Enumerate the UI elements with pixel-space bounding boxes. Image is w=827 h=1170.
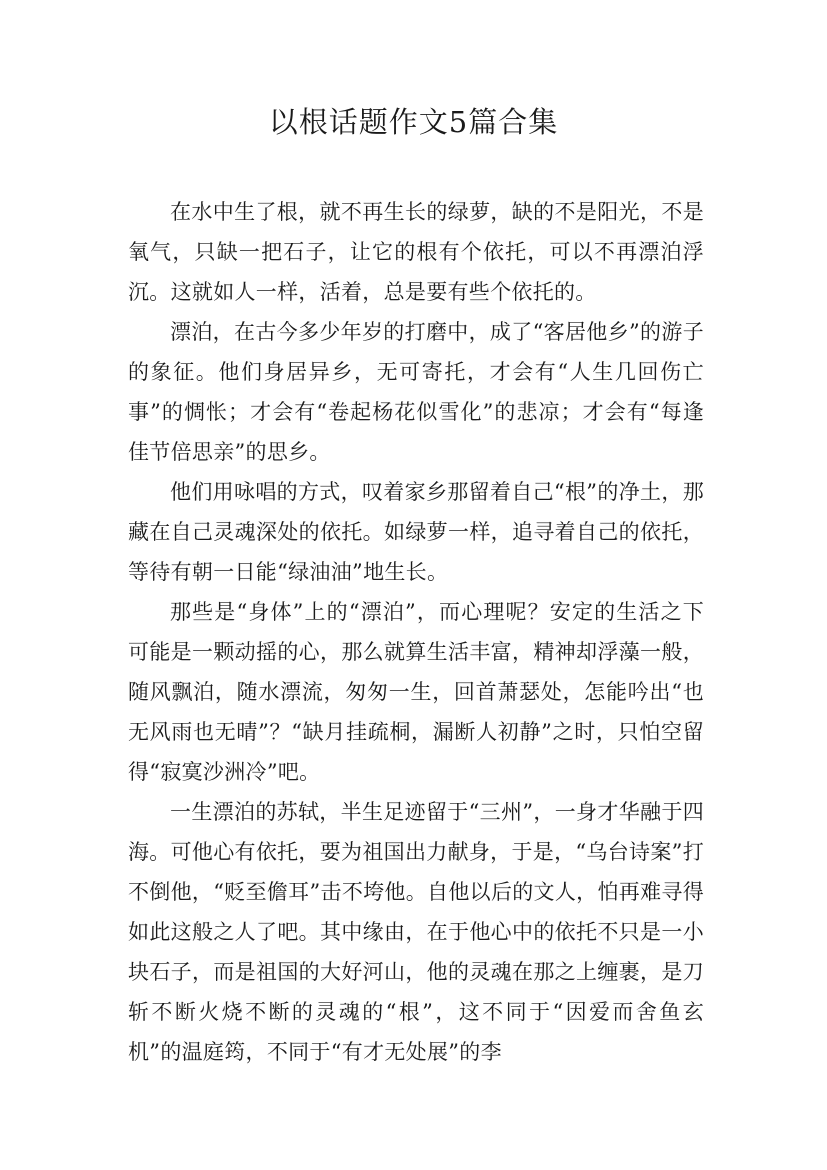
document-title: 以根话题作文5篇合集 [268,105,559,139]
document-body [128,192,704,1072]
paragraph: 在水中生了根，就不再生长的绿萝，缺的不是阳光，不是氧气，只缺一把石子，让它的根有个依托，可以不再漂泊浮沉。这就如人一样，活着，总是要有些个依托的。 [128,200,704,304]
paragraph: 一生漂泊的苏轼，半生足迹留于“三州”，一身才华融于四海。可他心有依托，要为祖国出力献身，于是，“乌台诗案”打不倒他，“贬至儋耳”击不垮他。自他以后的文人，怕再难寻得如此这般之人了吧。其中缘由，在于他心中的依托不只是一小块石子，而是祖国的大好河山，他的灵魂在那之上缠裹，是刀斩不断火烧不断的灵魂的“根”，这不同于“因爱而舍鱼玄机”的温庭筠，不同于“有才无处展”的李 [128,800,704,1064]
paragraph: 那些是“身体”上的“漂泊”，而心理呢？安定的生活之下可能是一颗动摇的心，那么就算生活丰富，精神却浮藻一般，随风飘泊，随水漂流，匆匆一生，回首萧瑟处，怎能吟出“也无风雨也无晴”？“缺月挂疏桐，漏断人初静”之时，只怕空留得“寂寞沙洲冷”吧。 [128,600,704,784]
paragraph: 漂泊，在古今多少年岁的打磨中，成了“客居他乡”的游子的象征。他们身居异乡，无可寄托，才会有“人生几回伤亡事”的惆怅；才会有“卷起杨花似雪化”的悲凉；才会有“每逢佳节倍思亲”的思乡。 [128,320,704,464]
paragraph: 他们用咏唱的方式，叹着家乡那留着自己“根”的净土，那藏在自己灵魂深处的依托。如绿萝一样，追寻着自己的依托，等待有朝一日能“绿油油”地生长。 [128,480,704,584]
